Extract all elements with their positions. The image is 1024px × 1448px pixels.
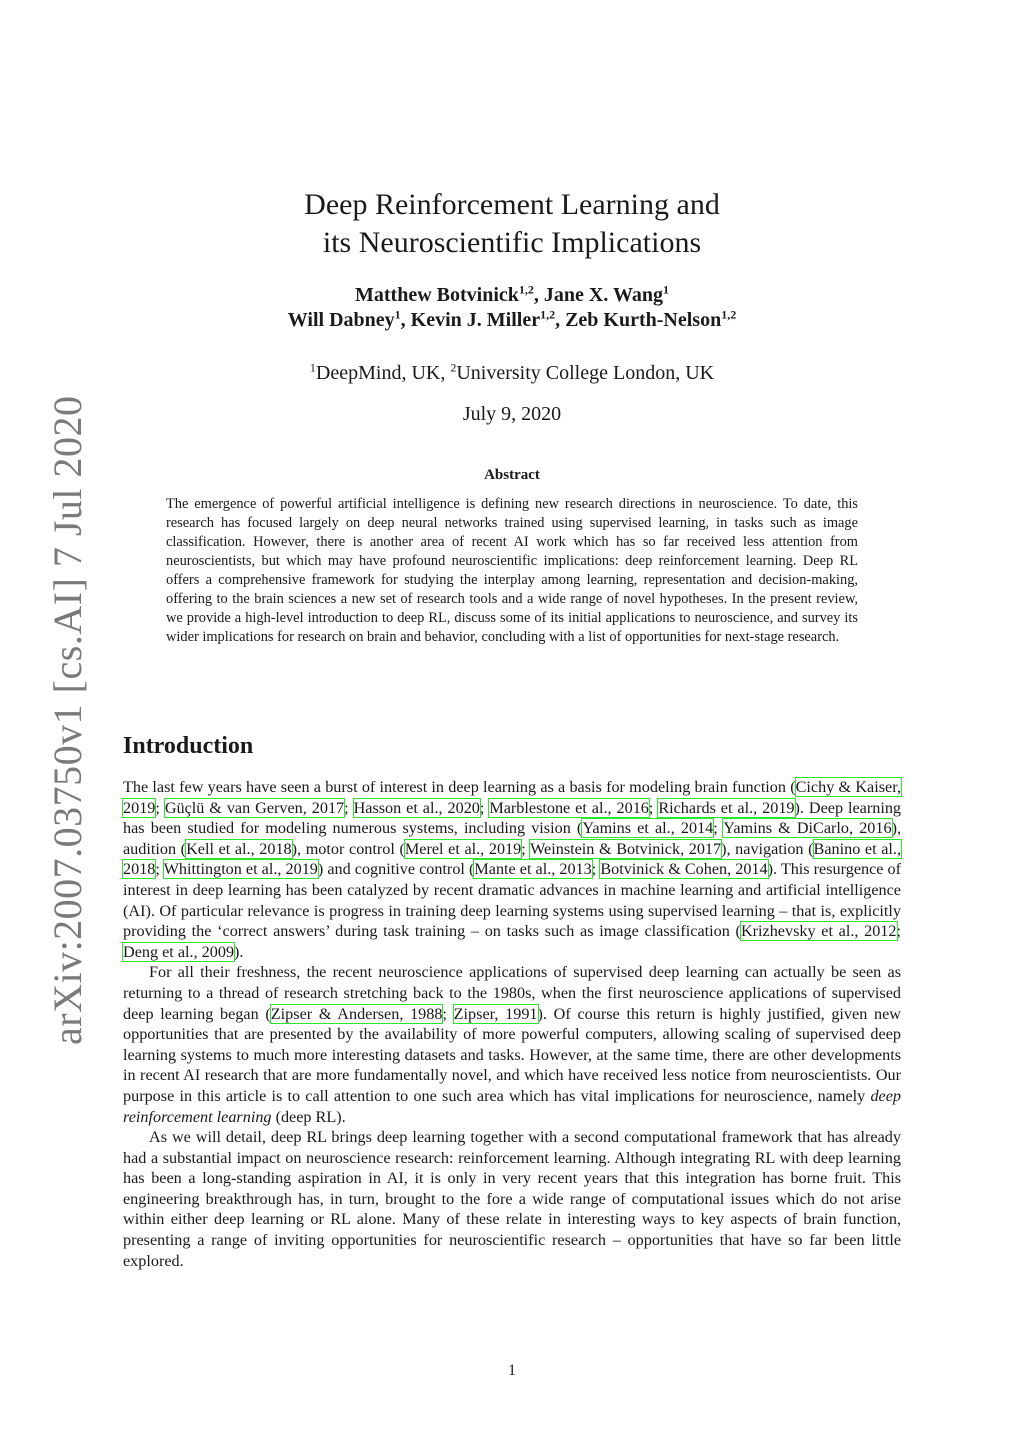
paragraph-text: ), motor control (: [291, 839, 405, 858]
paper-title: [0, 186, 1024, 262]
citation-separator: ;: [896, 922, 901, 941]
citation-link[interactable]: Richards et al., 2019: [658, 798, 795, 817]
author-line-2: [0, 308, 1024, 333]
section-heading-introduction: Introduction: [123, 733, 254, 759]
citation-separator: ;: [344, 798, 354, 817]
citation-link[interactable]: Zipser, 1991: [453, 1004, 538, 1023]
paragraph-text: ) and cognitive control (: [317, 860, 475, 879]
author-name: Will Dabney: [287, 309, 395, 331]
paragraph-text: ). This resurgence of interest in deep learning has been catalyzed by recent dramatic advances in machine learning and artificial intelligence (AI). Of particular relevance is progress in training deep learning systems using supervised learning – that is, explicitly providing the ‘correct answers’ during task training – on tasks such as image classification (: [123, 860, 902, 941]
arxiv-identifier: arXiv:2007.03750v1 [cs.AI] 7 Jul 2020: [45, 395, 90, 1045]
citation-link[interactable]: Cichy & Kaiser, 2019: [123, 778, 901, 817]
paragraph-text: ). Deep learning has been studied for modeling numerous systems, including vision (: [123, 798, 902, 838]
affiliation-org: University College London, UK: [456, 362, 715, 384]
paragraph-text: The last few years have seen a burst of interest in deep learning as a basis for modeling brain function (: [123, 778, 796, 796]
author-name: Matthew Botvinick: [355, 284, 519, 306]
citation-link[interactable]: Marblestone et al., 2016: [489, 798, 649, 817]
abstract-heading: Abstract: [484, 467, 540, 483]
author-separator: ,: [555, 309, 566, 331]
author-separator: ,: [400, 309, 411, 331]
paragraph: [123, 962, 901, 1127]
paragraph-text: ), navigation (: [721, 839, 814, 858]
citation-link[interactable]: Yamins et al., 2014: [582, 819, 714, 838]
citation-link[interactable]: Güçlü & van Gerven, 2017: [164, 798, 345, 817]
affiliations: [0, 362, 1024, 385]
author-affiliation-mark: 1,2: [721, 307, 737, 322]
publication-date: July 9, 2020: [462, 403, 562, 425]
title-line-2: its Neuroscientific Implications: [322, 226, 702, 259]
citation-link[interactable]: Deng et al., 2009: [123, 942, 235, 961]
citation-link[interactable]: Banino et al., 2018: [123, 839, 901, 879]
citation-link[interactable]: Zipser & Andersen, 1988: [270, 1004, 443, 1023]
citation-link[interactable]: Kell et al., 2018: [186, 839, 292, 858]
citation-separator: ;: [521, 839, 531, 858]
paragraph-text: For all their freshness, the recent neuroscience applications of supervised deep learning can actually be seen as returning to a thread of research stretching back to the 1980s, when the first neuroscience applications of supervised deep learning began (: [123, 963, 901, 1023]
author-affiliation-mark: 1,2: [518, 282, 534, 297]
paragraph-text: ), audition (: [123, 819, 902, 858]
author-affiliation-mark: 1: [663, 282, 669, 297]
emphasized-term: deep reinforcement learning: [123, 1086, 901, 1126]
citation-separator: ;: [479, 798, 490, 817]
paragraph-text: ). Of course this return is highly justified, given new opportunities that are presented by the availability of more powerful computers, allowing scaling of supervised deep learning systems to much more interesting datasets and tasks. However, at the same time, there are other developments in recent AI research that are more fundamentally novel, and which have received less notice from neuroscientists. Our purpose in this article is to call attention to one such area which has vital implications for neuroscience, namely: [123, 1004, 901, 1105]
citation-separator: ;: [155, 798, 165, 817]
author-line-1: [0, 283, 1024, 308]
citation-separator: ;: [591, 860, 601, 879]
author-affiliation-mark: 1,2: [540, 307, 556, 322]
author-separator: ,: [533, 284, 544, 306]
author-list: [0, 283, 1024, 333]
citation-link[interactable]: Botvinick & Cohen, 2014: [600, 860, 768, 879]
citation-link[interactable]: Merel et al., 2019: [404, 839, 522, 858]
author-affiliation-mark: 1: [394, 307, 401, 322]
paragraph-text: ).: [234, 942, 244, 961]
citation-separator: ;: [648, 798, 659, 817]
affiliation-org: DeepMind, UK,: [315, 362, 451, 384]
citation-separator: ;: [713, 819, 724, 838]
citation-separator: ;: [155, 860, 164, 879]
citation-link[interactable]: Hasson et al., 2020: [353, 798, 480, 817]
citation-link[interactable]: Mante et al., 2013: [474, 860, 592, 879]
paragraph: [123, 777, 901, 962]
citation-link[interactable]: Weinstein & Botvinick, 2017: [530, 839, 722, 858]
paragraph-text: (deep RL).: [271, 1107, 346, 1126]
title-line-1: Deep Reinforcement Learning and: [304, 188, 720, 221]
author-name: Kevin J. Miller: [410, 309, 541, 331]
author-name: Zeb Kurth-Nelson: [565, 309, 722, 331]
citation-link[interactable]: Yamins & DiCarlo, 2016: [723, 819, 892, 838]
citation-link[interactable]: Whittington et al., 2019: [163, 860, 318, 879]
author-name: Jane X. Wang: [543, 284, 663, 306]
abstract-text: The emergence of powerful artificial intelligence is defining new research directions in neuroscience. To date, this research has focused largely on deep neural networks trained using supervised learning, in tasks such as image classification. However, there is another area of recent AI work which has so far received less attention from neuroscientists, but which may have profound neuroscientific implications: deep reinforcement learning. Deep RL offers a comprehensive framework for studying the interplay among learning, representation and decision-making, offering to the brain sciences a new set of research tools and a wide range of novel hypotheses. In the present review, we provide a high-level introduction to deep RL, discuss some of its initial applications to neuroscience, and survey its wider implications for research on brain and behavior, concluding with a list of opportunities for next-stage research.: [166, 496, 858, 645]
affiliation-mark: 2: [450, 360, 457, 375]
citation-separator: ;: [442, 1004, 454, 1023]
affiliation-mark: 1: [309, 360, 316, 375]
citation-link[interactable]: Krizhevsky et al., 2012: [740, 922, 897, 941]
page-number: 1: [508, 1362, 516, 1379]
introduction-body: [123, 777, 901, 1271]
paragraph: As we will detail, deep RL brings deep learning together with a second computational framework that has already had a substantial impact on neuroscience research: reinforcement learning. Although integrating RL with deep learning has been a long-standing aspiration in AI, it is only in very recent years that this integration has borne fruit. This engineering breakthrough has, in turn, brought to the fore a wide range of computational issues which do not arise within either deep learning or RL alone. Many of these relate in interesting ways to key aspects of brain function, presenting a range of inviting opportunities for neuroscientific research – opportunities that have so far been little explored.: [123, 1128, 901, 1270]
